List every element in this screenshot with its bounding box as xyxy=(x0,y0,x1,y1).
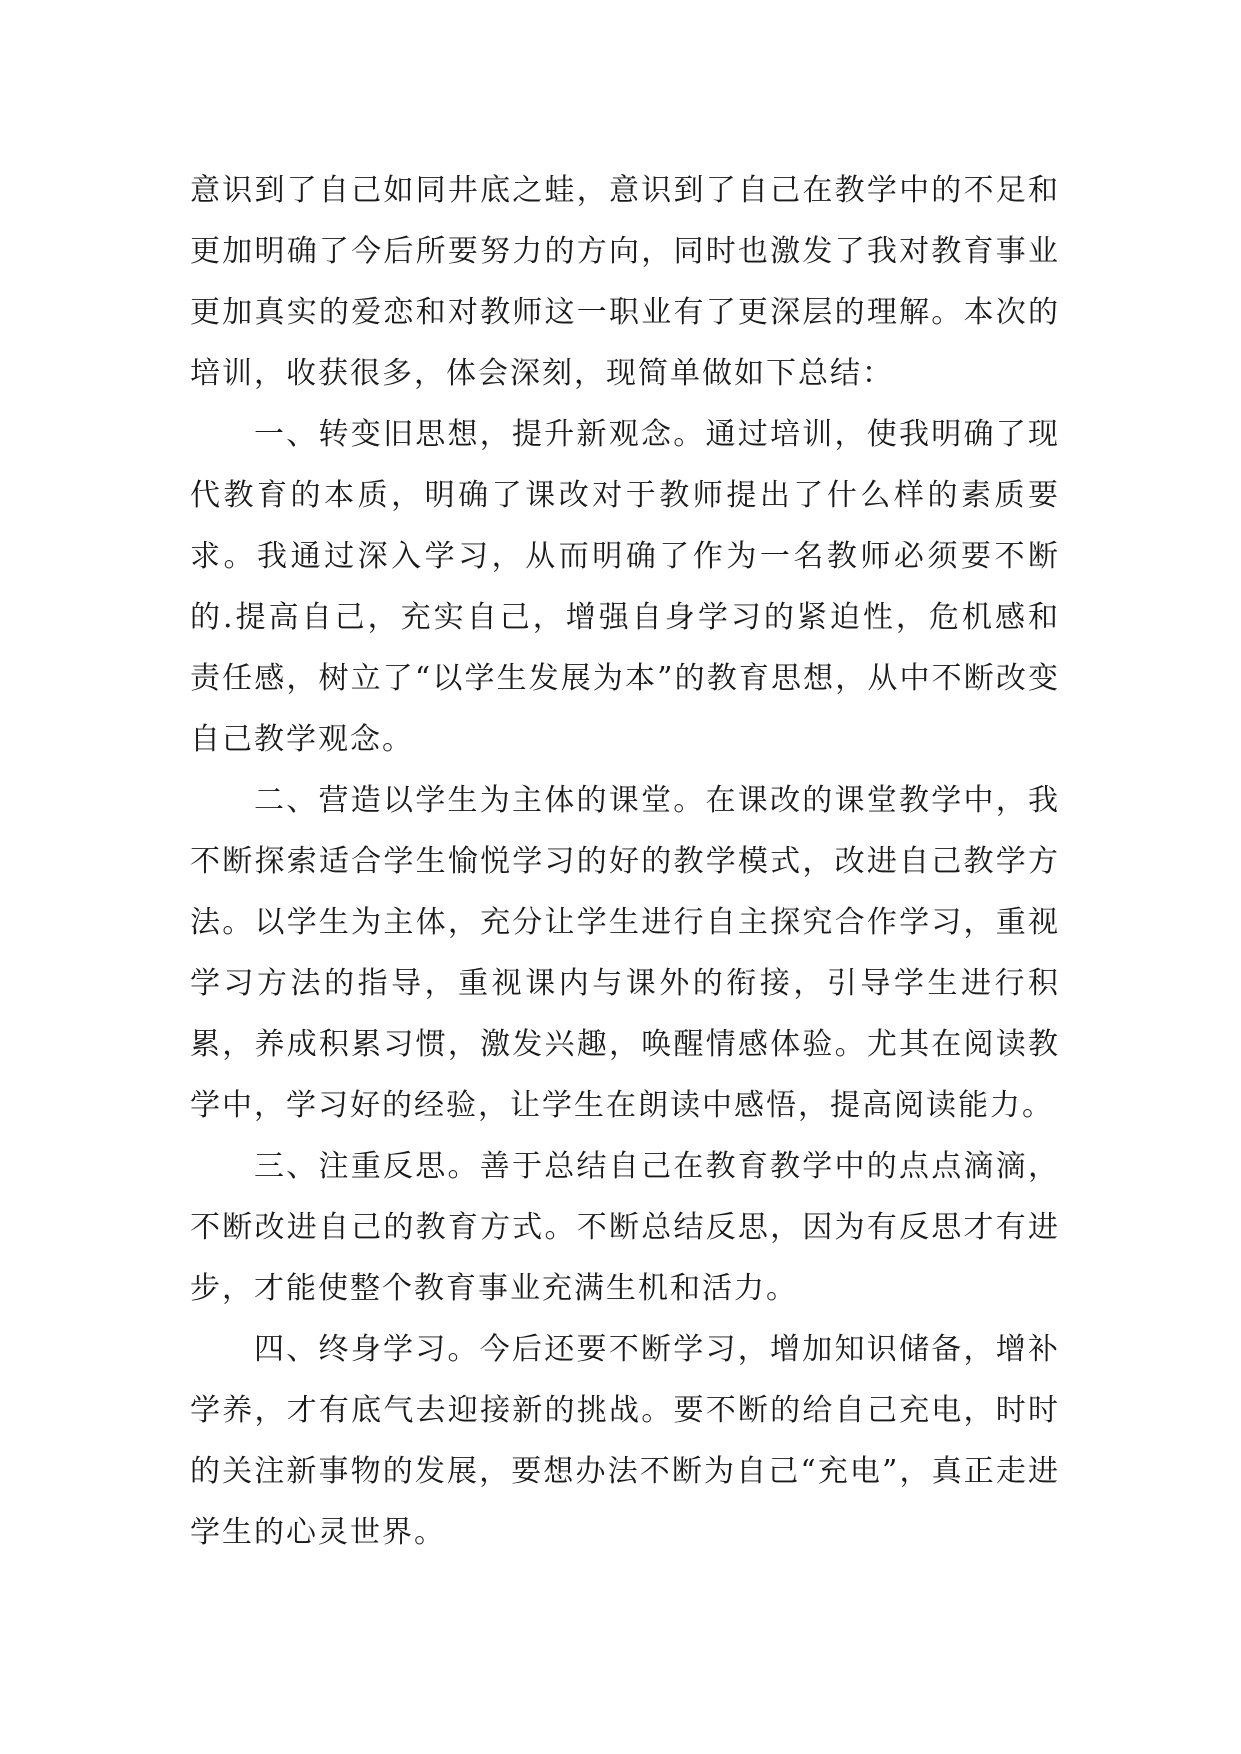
paragraph-point-three: 三、注重反思。善于总结自己在教育教学中的点点滴滴，不断改进自己的教育方式。不断总结反思，因为有反思才有进步，才能使整个教育事业充满生机和活力。 xyxy=(190,1149,1060,1306)
paragraph-point-two: 二、营造以学生为主体的课堂。在课改的课堂教学中，我不断探索适合学生愉悦学习的好的教学模式，改进自己教学方法。以学生为主体，充分让学生进行自主探究合作学习，重视学习方法的指导，重视课内与课外的衔接，引导学生进行积累，养成积累习惯，激发兴趣，唤醒情感体验。尤其在阅读教学中，学习好的经验，让学生在朗读中感悟，提高阅读能力。 xyxy=(190,783,1060,1123)
paragraph-point-one: 一、转变旧思想，提升新观念。通过培训，使我明确了现代教育的本质，明确了课改对于教师提出了什么样的素质要求。我通过深入学习，从而明确了作为一名教师必须要不断的.提高自己，充实自己，增强自身学习的紧迫性，危机感和责任感，树立了“以学生发展为本”的教育思想，从中不断改变自己教学观念。 xyxy=(190,417,1060,757)
paragraph-point-four: 四、终身学习。今后还要不断学习，增加知识储备，增补学养，才有底气去迎接新的挑战。要不断的给自己充电，时时的关注新事物的发展，要想办法不断为自己“充电”，真正走进学生的心灵世界。 xyxy=(190,1332,1060,1550)
paragraph-intro-continuation: 意识到了自己如同井底之蛙，意识到了自己在教学中的不足和更加明确了今后所要努力的方向，同时也激发了我对教育事业更加真实的爱恋和对教师这一职业有了更深层的理解。本次的培训，收获很多，体会深刻，现简单做如下总结： xyxy=(190,173,1060,391)
document-body xyxy=(190,160,1060,1563)
